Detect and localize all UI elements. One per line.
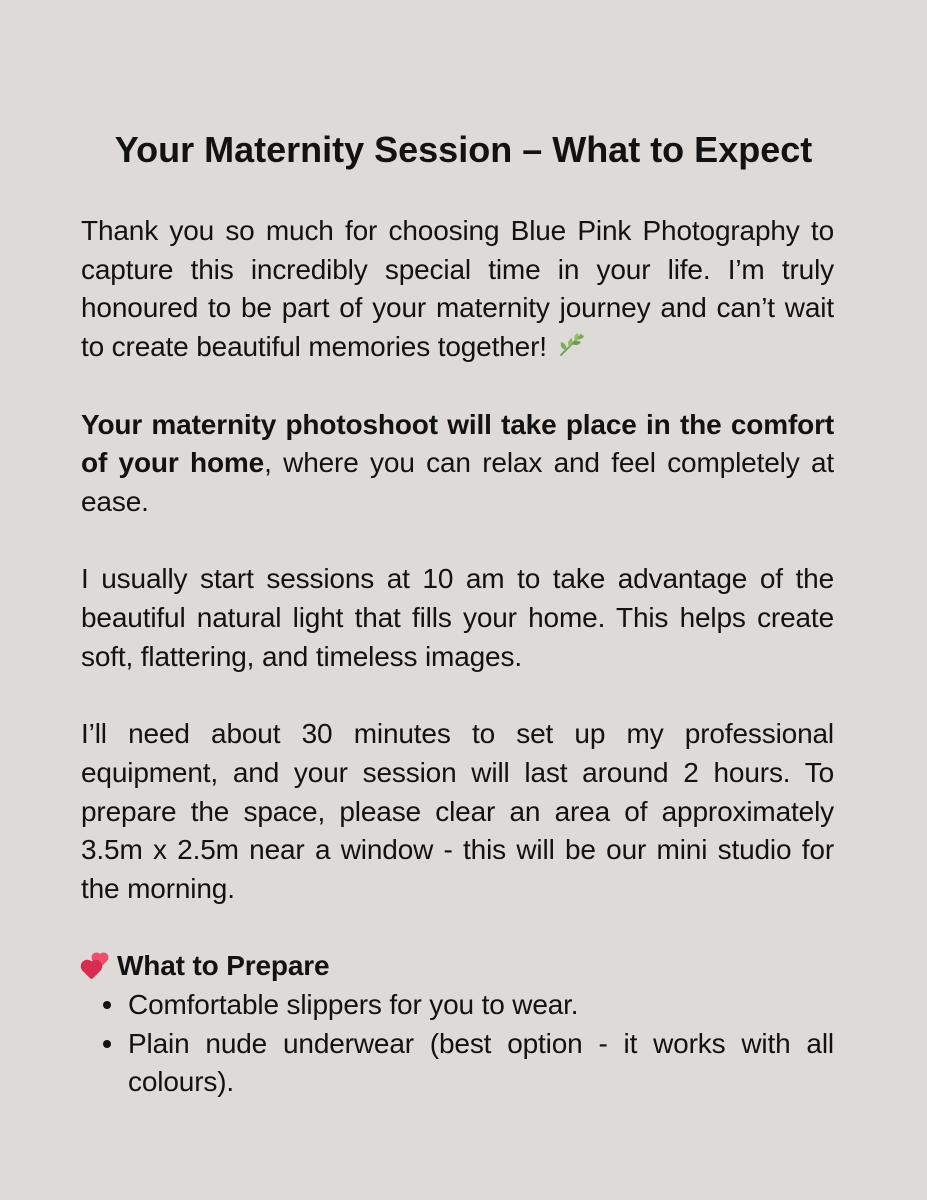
location-emphasis: Your maternity photoshoot will take place in the comfort of your home [81,408,834,479]
bullet-icon [103,1001,111,1009]
list-item-text: Comfortable slippers for you to wear. [128,989,579,1020]
list-item [128,1025,834,1102]
herb-icon [557,331,585,359]
what-to-prepare-title: What to Prepare [117,950,330,982]
prepare-list [81,986,834,1102]
what-to-prepare-heading [81,947,834,986]
intro-text: Thank you so much for choosing Blue Pink Photography to capture this incredibly special time in your life. I’m truly honoured to be part of your maternity journey and can’t wait to create beautiful memories together! [81,215,834,363]
lighting-paragraph: I usually start sessions at 10 am to take advantage of the beautiful natural light that fills your home. This helps create soft, flattering, and timeless images. [81,563,834,672]
two-hearts-icon [81,953,109,981]
bullet-icon [103,1040,111,1048]
location-paragraph [81,406,834,522]
list-item [128,986,834,1025]
setup-paragraph: I’ll need about 30 minutes to set up my professional equipment, and your session will last around 2 hours. To prepare the space, please clear an area of approximately 3.5m x 2.5m near a window - this will be our mini studio for the morning. [81,718,834,904]
document-content [81,212,834,1102]
list-item-text: Plain nude underwear (best option - it works with all colours). [128,1027,834,1098]
intro-paragraph [81,212,834,367]
location-detail: , where you can relax and feel completely at ease. [81,447,834,517]
page-title: Your Maternity Session – What to Expect [114,129,813,170]
